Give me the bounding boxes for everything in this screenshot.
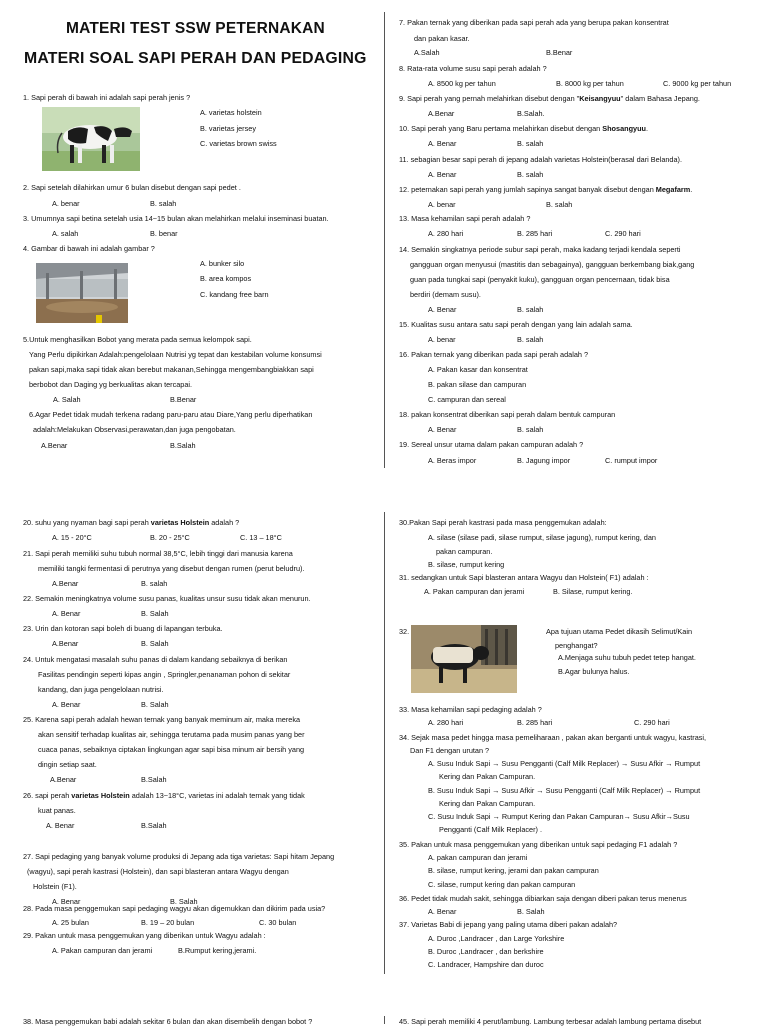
- option-36b: B. Salah: [517, 907, 545, 916]
- option-6a: A.Benar: [41, 441, 68, 450]
- question-15: 15. Kualitas susu antara satu sapi perah dengan yang lain adalah sama.: [399, 320, 633, 329]
- option-20c: C. 13 – 18°C: [240, 533, 282, 542]
- question-28: 28. Pada masa penggemukan sapi pedaging wagyu akan digemukkan dan dikirim pada usia?: [23, 904, 326, 913]
- option-26a: A. Benar: [46, 821, 75, 830]
- option-10b: B. salah: [517, 139, 544, 148]
- option-27b: B. Salah: [170, 897, 198, 906]
- option-3b: B. benar: [150, 229, 178, 238]
- question-34-line2: Dan F1 dengan urutan ?: [410, 746, 490, 755]
- option-4c: C. kandang free barn: [200, 290, 269, 299]
- option-22a: A. Benar: [52, 609, 81, 618]
- question-8: 8. Rata-rata volume susu sapi perah adalah ?: [399, 64, 547, 73]
- option-5b: B.Benar: [170, 395, 197, 404]
- question-26-line1: 26. sapi perah varietas Holstein adalah 13~18°C, varietas ini adalah ternak yang tidak: [23, 791, 305, 800]
- barn-photo: [36, 263, 128, 323]
- question-38-cutoff: 38. Masa penggemukan babi adalah sekitar 6 bulan dan akan disembelih dengan bobot ?: [23, 1017, 313, 1026]
- question-14-line3: guan pada tungkai sapi (penyakit kuku), gangguan organ pencernaan, tidak bisa: [410, 275, 670, 284]
- option-25a: A.Benar: [50, 775, 77, 784]
- option-21b: B. salah: [141, 579, 168, 588]
- option-15a: A. benar: [428, 335, 456, 344]
- column-divider-bottom: [384, 512, 385, 974]
- question-27-line1: 27. Sapi pedaging yang banyak volume produksi di Jepang ada tiga varietas: Sapi hitam Jepang: [23, 852, 335, 861]
- question-7-line2: dan pakan kasar.: [414, 34, 470, 43]
- question-5-line1: 5.Untuk menghasilkan Bobot yang merata pada semua kelompok sapi.: [23, 335, 252, 344]
- option-37c: C. Landracer, Hampshire dan duroc: [428, 960, 544, 969]
- question-19: 19. Sereal unsur utama dalam pakan campuran adalah ?: [399, 440, 584, 449]
- option-24b: B. Salah: [141, 700, 169, 709]
- option-26b: B.Salah: [141, 821, 167, 830]
- option-16b: B. pakan silase dan campuran: [428, 380, 527, 389]
- option-31b: B. Silase, rumput kering.: [553, 587, 633, 596]
- question-34-line1: 34. Sejak masa pedet hingga masa pemeliharaan , pakan akan berganti untuk wagyu, kastrasi,: [399, 733, 707, 742]
- option-7b: B.Benar: [546, 48, 573, 57]
- question-12: 12. peternakan sapi perah yang jumlah sapinya sangat banyak disebut dengan Megafarm.: [399, 185, 693, 194]
- question-5-line2: Yang Perlu dipikirkan Adalah:pengelolaan Nutrisi yg tepat dan kestabilan volume konsumsi: [29, 350, 322, 359]
- question-18: 18. pakan konsentrat diberikan sapi perah dalam bentuk campuran: [399, 410, 616, 419]
- question-14-line4: berdiri (demam susu).: [410, 290, 481, 299]
- option-29a: A. Pakan campuran dan jerami: [52, 946, 153, 955]
- option-23a: A.Benar: [52, 639, 79, 648]
- option-31a: A. Pakan campuran dan jerami: [424, 587, 525, 596]
- option-13a: A. 280 hari: [428, 229, 464, 238]
- option-7a: A.Salah: [414, 48, 440, 57]
- option-33a: A. 280 hari: [428, 718, 464, 727]
- question-27-line3: Holstein (F1).: [33, 882, 77, 891]
- option-35b: B. silase, rumput kering, jerami dan pakan campuran: [428, 866, 599, 875]
- question-4: 4. Gambar di bawah ini adalah gambar ?: [23, 244, 155, 253]
- option-28c: C. 30 bulan: [259, 918, 297, 927]
- option-8c: C. 9000 kg per tahun: [663, 79, 732, 88]
- option-2b: B. salah: [150, 199, 177, 208]
- option-27a: A. Benar: [52, 897, 81, 906]
- question-23: 23. Urin dan kotoran sapi boleh di buang di lapangan terbuka.: [23, 624, 223, 633]
- question-16: 16. Pakan ternak yang diberikan pada sapi perah adalah ?: [399, 350, 589, 359]
- question-3: 3. Umumnya sapi betina setelah usia 14~15 bulan akan melahirkan melalui inseminasi buatan.: [23, 214, 329, 223]
- question-25-line3: cuaca panas, sebaiknya ciptakan lingkungan agar sapi bisa minum air bersih yang: [38, 745, 305, 754]
- question-6-line2: adalah:Melakukan Observasi,perawatan,dan juga pengobatan.: [33, 425, 236, 434]
- option-33c: C. 290 hari: [634, 718, 670, 727]
- option-5a: A. Salah: [53, 395, 81, 404]
- option-22b: B. Salah: [141, 609, 169, 618]
- question-27-line2: (wagyu), sapi perah kastrasi (Holstein), dan sapi blasteran antara Wagyu dengan: [27, 867, 289, 876]
- option-9a: A.Benar: [428, 109, 455, 118]
- option-23b: B. Salah: [141, 639, 169, 648]
- option-13c: C. 290 hari: [605, 229, 641, 238]
- question-20: 20. suhu yang nyaman bagi sapi perah varietas Holstein adalah ?: [23, 518, 240, 527]
- question-5-line3: pakan sapi,maka sapi tidak akan berebut makanan,Sehingga mengembangbiakkan sapi: [29, 365, 314, 374]
- option-35c: C. silase, rumput kering dan pakan campuran: [428, 880, 576, 889]
- option-8b: B. 8000 kg per tahun: [556, 79, 624, 88]
- option-3a: A. salah: [52, 229, 79, 238]
- option-37b: B. Duroc ,Landracer , dan berkshire: [428, 947, 544, 956]
- calf-photo: [411, 625, 517, 693]
- question-1: 1. Sapi perah di bawah ini adalah sapi perah jenis ?: [23, 93, 191, 102]
- question-24-line2: Fasilitas pendingin seperti kipas angin , Springler,penanaman pohon di sekitar: [38, 670, 291, 679]
- option-19c: C. rumput impor: [605, 456, 658, 465]
- question-24-line3: kandang, dan juga pengelolaan nutrisi.: [38, 685, 164, 694]
- question-36: 36. Pedet tidak mudah sakit, sehingga dibiarkan saja dengan diberi pakan terus menerus: [399, 894, 687, 903]
- column-divider-footer: [384, 1016, 385, 1024]
- option-4b: B. area kompos: [200, 274, 252, 283]
- option-13b: B. 285 hari: [517, 229, 553, 238]
- question-32-line1: Apa tujuan utama Pedet dikasih Selimut/Kain: [546, 627, 693, 636]
- question-25-line4: dingin setiap saat.: [38, 760, 97, 769]
- option-34b-line1: B. Susu Induk Sapi → Susu Afkir → Susu Pengganti (Calf Milk Replacer) → Rumput: [428, 786, 701, 795]
- option-30b: B. silase, rumput kering: [428, 560, 505, 569]
- question-10: 10. Sapi perah yang Baru pertama melahirkan disebut dengan Shosangyuu.: [399, 124, 649, 133]
- option-28b: B. 19 – 20 bulan: [141, 918, 195, 927]
- option-18a: A. Benar: [428, 425, 457, 434]
- question-21-line2: memiliki tangki fermentasi di perutnya yang disebut dengan rumen (perut beludru).: [38, 564, 305, 573]
- option-16a: A. Pakan kasar dan konsentrat: [428, 365, 528, 374]
- option-20a: A. 15 - 20°C: [52, 533, 92, 542]
- question-14-line2: gangguan organ menyusui (mastitis dan sebagainya), gangguan berkembang biak,gang: [410, 260, 695, 269]
- page-subtitle: MATERI SOAL SAPI PERAH DAN PEDAGING: [24, 50, 367, 67]
- option-32a: A.Menjaga suhu tubuh pedet tetep hangat.: [558, 653, 696, 662]
- option-21a: A.Benar: [52, 579, 79, 588]
- question-45-cutoff: 45. Sapi perah memiliki 4 perut/lambung. Lambung terbesar adalah lambung pertama disebut: [399, 1017, 702, 1026]
- option-1a: A. varietas holstein: [200, 108, 262, 117]
- column-divider-top: [384, 12, 385, 468]
- option-10a: A. Benar: [428, 139, 457, 148]
- option-12b: B. salah: [546, 200, 573, 209]
- option-30a-line2: pakan campuran.: [436, 547, 493, 556]
- option-25b: B.Salah: [141, 775, 167, 784]
- option-24a: A. Benar: [52, 700, 81, 709]
- option-34b-line2: Kering dan Pakan Campuran.: [439, 799, 536, 808]
- option-34a-line1: A. Susu Induk Sapi → Susu Pengganti (Calf Milk Replacer) → Susu Afkir → Rumput: [428, 759, 701, 768]
- question-11: 11. sebagian besar sapi perah di jepang adalah varietas Holstein(berasal dari Belanda).: [399, 155, 683, 164]
- question-13: 13. Masa kehamilan sapi perah adalah ?: [399, 214, 531, 223]
- question-37: 37. Varietas Babi di jepang yang paling utama diberi pakan adalah?: [399, 920, 618, 929]
- option-34c-line2: Pengganti (Calf Milk Replacer) .: [439, 825, 543, 834]
- option-9b: B.Salah.: [517, 109, 545, 118]
- option-34c-line1: C. Susu Induk Sapi → Rumput Kering dan Pakan Campuran→ Susu Afkir→Susu: [428, 812, 690, 821]
- option-18b: B. salah: [517, 425, 544, 434]
- option-6b: B.Salah: [170, 441, 196, 450]
- option-34a-line2: Kering dan Pakan Campuran.: [439, 772, 536, 781]
- option-11b: B. salah: [517, 170, 544, 179]
- option-12a: A. benar: [428, 200, 456, 209]
- option-4a: A. bunker silo: [200, 259, 245, 268]
- question-21-line1: 21. Sapi perah memiliki suhu tubuh normal 38,5°C, lebih tinggi dari manusia karena: [23, 549, 293, 558]
- option-14a: A. Benar: [428, 305, 457, 314]
- question-30: 30.Pakan Sapi perah kastrasi pada masa penggemukan adalah:: [399, 518, 607, 527]
- option-2a: A. benar: [52, 199, 80, 208]
- option-15b: B. salah: [517, 335, 544, 344]
- option-36a: A. Benar: [428, 907, 457, 916]
- question-6-line1: 6.Agar Pedet tidak mudah terkena radang paru-paru atau Diare,Yang perlu diperhatikan: [29, 410, 313, 419]
- option-19a: A. Beras impor: [428, 456, 477, 465]
- option-8a: A. 8500 kg per tahun: [428, 79, 496, 88]
- question-9: 9. Sapi perah yang pernah melahirkan disebut dengan "Keisangyuu" dalam Bahasa Jepang.: [399, 94, 700, 103]
- option-1c: C. varietas brown swiss: [200, 139, 277, 148]
- option-29b: B.Rumput kering,jerami.: [178, 946, 257, 955]
- question-32-number: 32.: [399, 627, 410, 636]
- question-35: 35. Pakan untuk masa penggemukan yang diberikan untuk sapi pedaging F1 adalah ?: [399, 840, 678, 849]
- option-30a-line1: A. silase (silase padi, silase rumput, silase jagung), rumput kering, dan: [428, 533, 656, 542]
- option-32b: B.Agar bulunya halus.: [558, 667, 630, 676]
- question-24-line1: 24. Untuk mengatasi masalah suhu panas di dalam kandang sebaiknya di berikan: [23, 655, 288, 664]
- question-29: 29. Pakan untuk masa penggemukan yang diberikan untuk Wagyu adalah :: [23, 931, 266, 940]
- option-16c: C. campuran dan sereal: [428, 395, 506, 404]
- question-32-line2: penghangat?: [555, 641, 598, 650]
- question-26-line2: kuat panas.: [38, 806, 76, 815]
- question-31: 31. sedangkan untuk Sapi blasteran antara Wagyu dan Holstein( F1) adalah :: [399, 573, 649, 582]
- question-5-line4: berbobot dan Daging yg berkualitas akan tercapai.: [29, 380, 193, 389]
- option-28a: A. 25 bulan: [52, 918, 89, 927]
- question-25-line2: akan sensitif terhadap kualitas air, sehingga terutama pada musim panas yang ber: [38, 730, 305, 739]
- option-20b: B. 20 - 25°C: [150, 533, 190, 542]
- question-25-line1: 25. Karena sapi perah adalah hewan ternak yang banyak meminum air, maka mereka: [23, 715, 301, 724]
- holstein-cow-photo: [42, 107, 140, 171]
- question-2: 2. Sapi setelah dilahirkan umur 6 bulan disebut dengan sapi pedet .: [23, 183, 241, 192]
- question-14-line1: 14. Semakin singkatnya periode subur sapi perah, maka kadang terjadi kendala seperti: [399, 245, 681, 254]
- question-33: 33. Masa kehamilan sapi pedaging adalah ?: [399, 705, 542, 714]
- question-7-line1: 7. Pakan ternak yang diberikan pada sapi perah ada yang berupa pakan konsentrat: [399, 18, 669, 27]
- option-11a: A. Benar: [428, 170, 457, 179]
- option-35a: A. pakan campuran dan jerami: [428, 853, 528, 862]
- option-19b: B. Jagung impor: [517, 456, 571, 465]
- option-33b: B. 285 hari: [517, 718, 553, 727]
- option-14b: B. salah: [517, 305, 544, 314]
- option-1b: B. varietas jersey: [200, 124, 256, 133]
- page-title: MATERI TEST SSW PETERNAKAN: [66, 20, 325, 37]
- question-22: 22. Semakin meningkatnya volume susu panas, kualitas unsur susu tidak akan menurun.: [23, 594, 311, 603]
- option-37a: A. Duroc ,Landracer , dan Large Yorkshire: [428, 934, 565, 943]
